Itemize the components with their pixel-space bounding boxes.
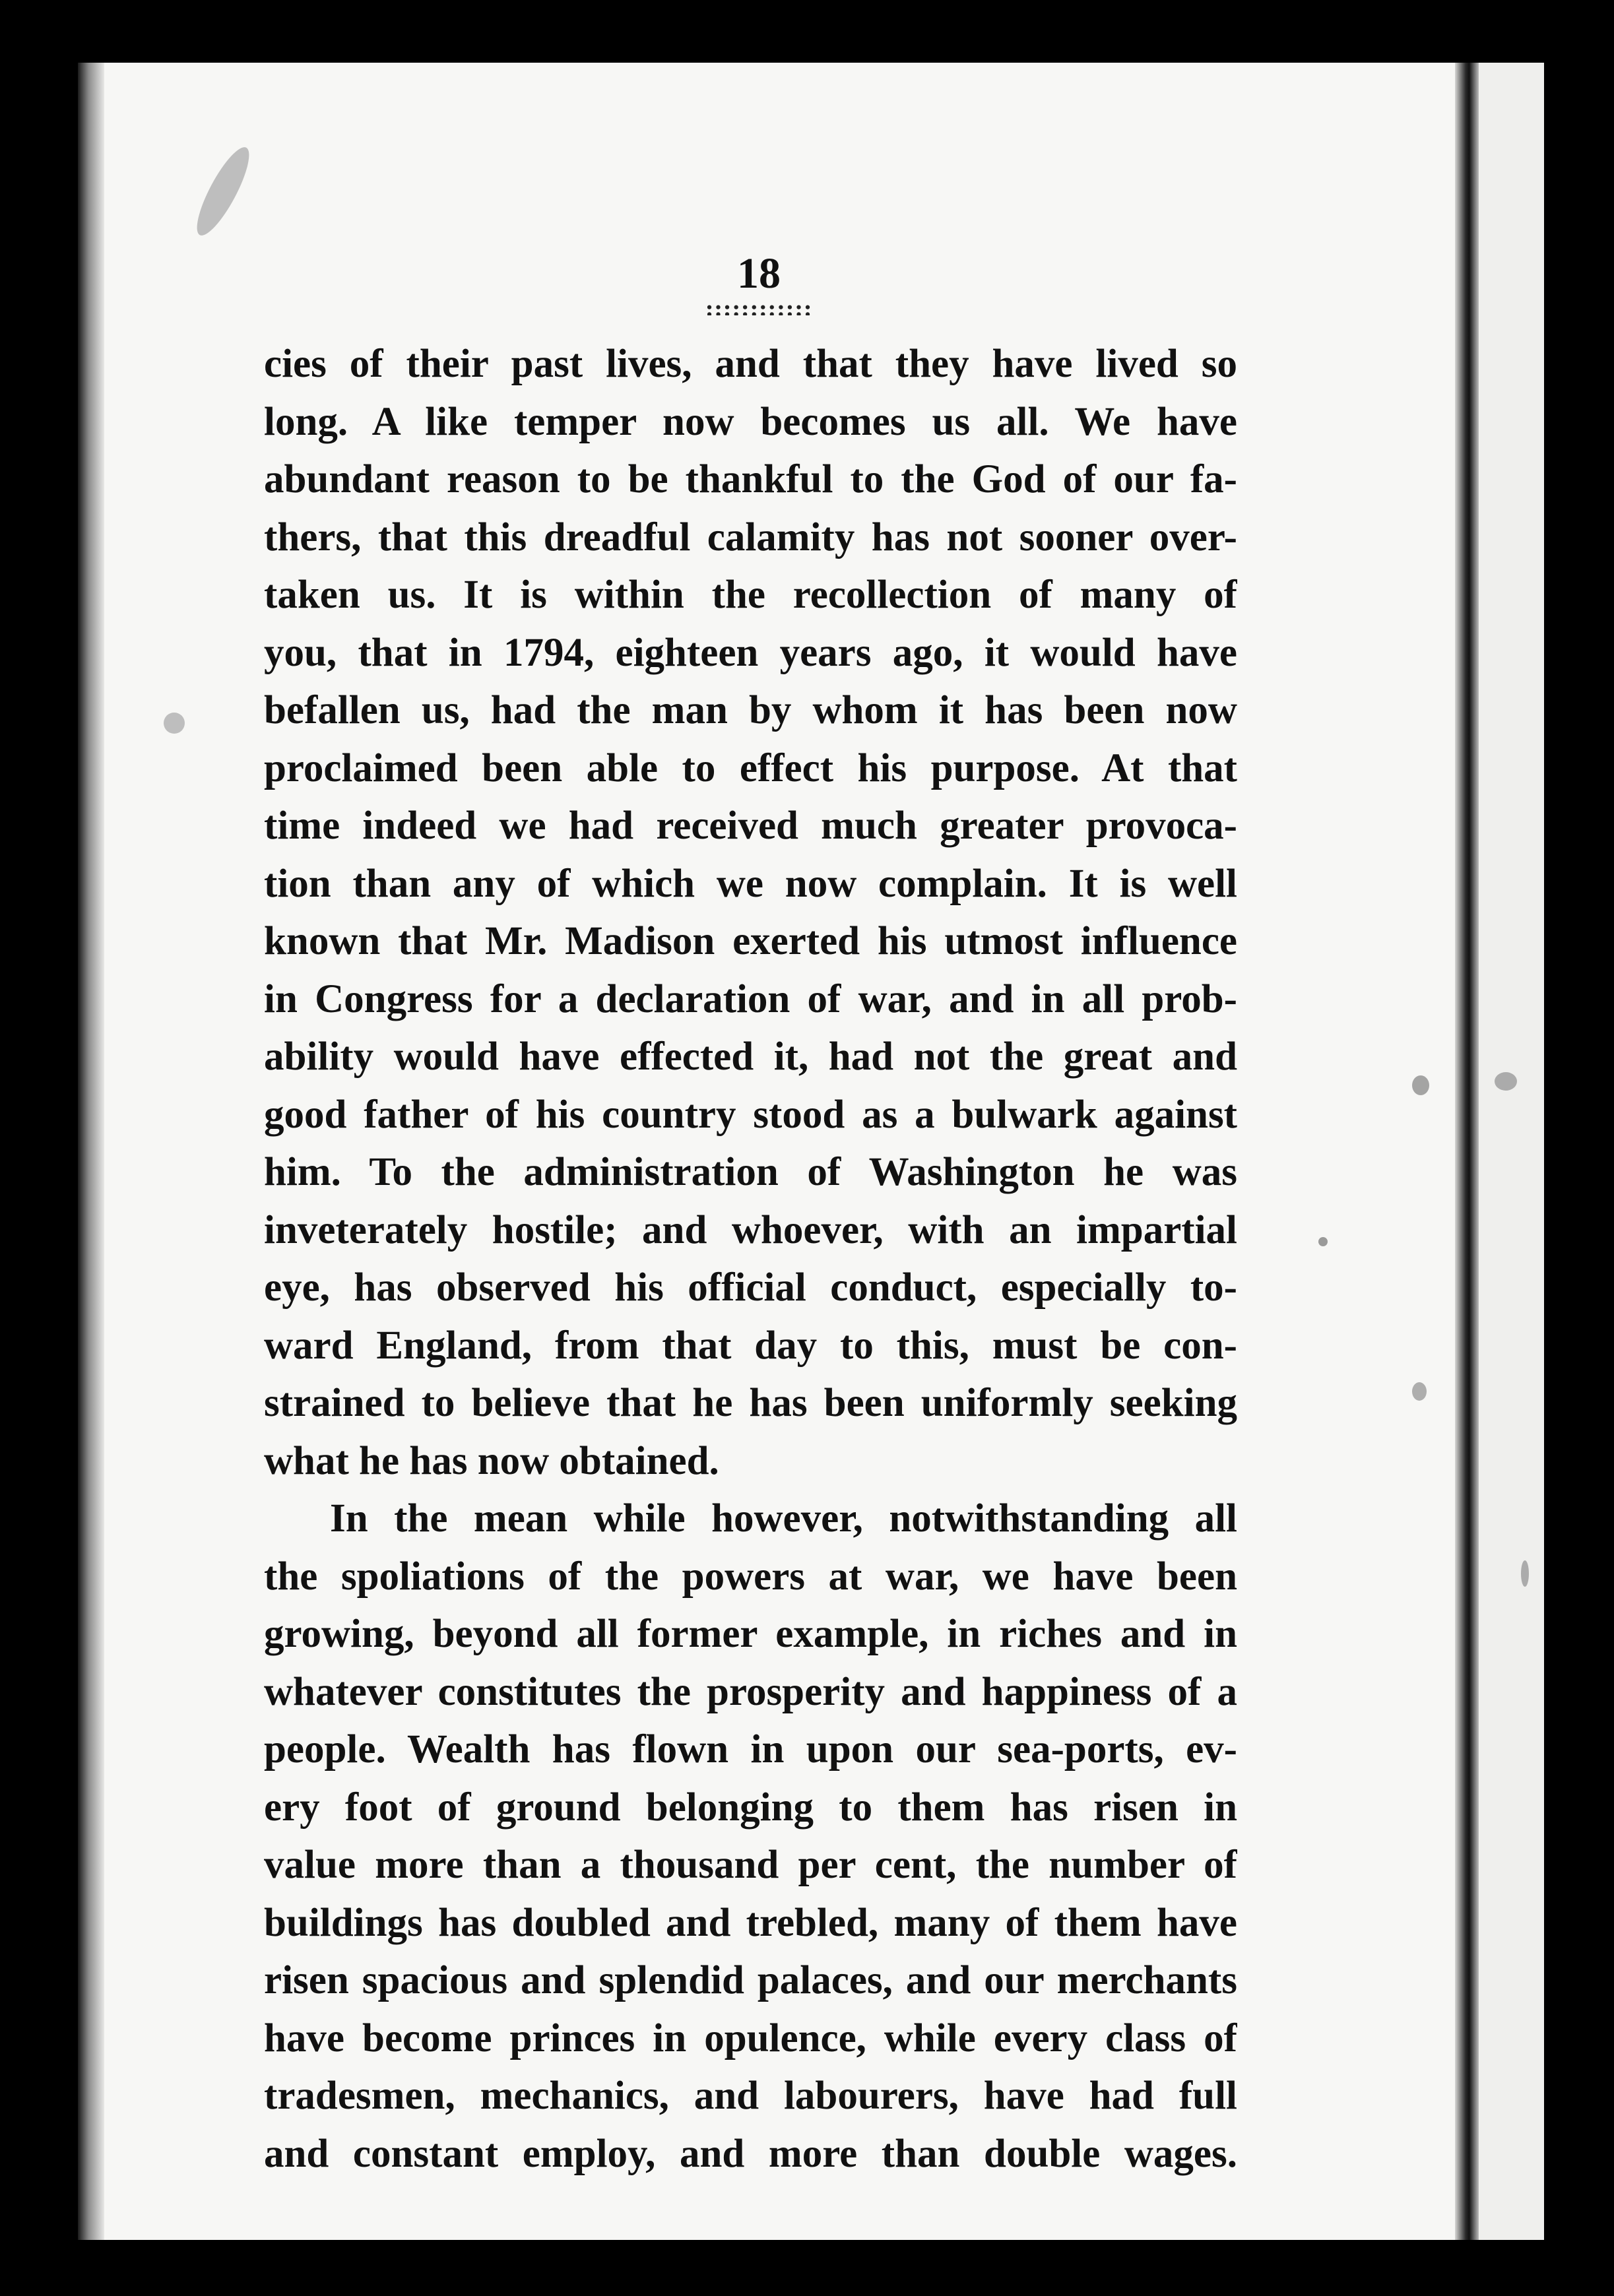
text-line: in Congress for a declaration of war, and in all prob- xyxy=(264,976,1237,1021)
paragraph-end-line: what he has now obtained. xyxy=(264,1438,719,1483)
header-ornament: :::::::::::: xyxy=(705,302,813,315)
text-line: value more than a thousand per cent, the number of xyxy=(264,1843,1237,1887)
text-line: have become princes in opulence, while every class of xyxy=(264,2016,1237,2060)
text-line: strained to believe that he has been uniformly seeking xyxy=(264,1381,1237,1425)
text-line: ery foot of ground belonging to them has risen in xyxy=(264,1785,1237,1830)
text-line: him. To the administration of Washington he was xyxy=(264,1150,1237,1194)
stain-mark xyxy=(164,713,185,734)
text-line: inveterately hostile; and whoever, with an impartial xyxy=(264,1207,1237,1252)
text-line: befallen us, had the man by whom it has been now xyxy=(264,688,1237,732)
text-line: eye, has observed his official conduct, especially to- xyxy=(264,1265,1237,1310)
text-line: people. Wealth has flown in upon our sea-ports, ev- xyxy=(264,1727,1237,1771)
scan-border xyxy=(1544,0,1614,2296)
body-text xyxy=(264,335,1237,2183)
text-line: whatever constitutes the prosperity and happiness of a xyxy=(264,1669,1237,1714)
text-line: risen spacious and splendid palaces, and our merchants xyxy=(264,1958,1237,2002)
page-left-edge xyxy=(78,63,104,2240)
text-line: buildings has doubled and trebled, many of them have xyxy=(264,1900,1237,1945)
page-gutter xyxy=(1455,63,1479,2240)
stain-mark xyxy=(1412,1382,1427,1401)
text-line: proclaimed been able to effect his purpose. At that xyxy=(264,746,1237,790)
text-line: cies of their past lives, and that they have lived so xyxy=(264,342,1237,386)
paragraph-start-line: In the mean while however, notwithstanding all xyxy=(330,1496,1237,1541)
text-line: tradesmen, mechanics, and labourers, have had full xyxy=(264,2074,1237,2118)
text-line: tion than any of which we now complain. It is well xyxy=(264,861,1237,906)
stain-mark xyxy=(1318,1237,1328,1246)
stain-mark xyxy=(1412,1075,1429,1095)
stain-mark xyxy=(1495,1072,1517,1091)
text-line: growing, beyond all former example, in riches and in xyxy=(264,1612,1237,1656)
text-line: time indeed we had received much greater provoca- xyxy=(264,804,1237,848)
text-line: taken us. It is within the recollection of many of xyxy=(264,573,1237,617)
text-line: long. A like temper now becomes us all. We have xyxy=(264,399,1237,444)
text-line: and constant employ, and more than double wages. xyxy=(264,2131,1237,2176)
text-line: abundant reason to be thankful to the God of our fa- xyxy=(264,457,1237,501)
page-number: 18 xyxy=(737,249,781,298)
stain-mark xyxy=(1521,1560,1529,1587)
text-line: ward England, from that day to this, must be con- xyxy=(264,1323,1237,1368)
text-line: known that Mr. Madison exerted his utmost influence xyxy=(264,919,1237,963)
text-line: you, that in 1794, eighteen years ago, it would have xyxy=(264,630,1237,675)
text-line: the spoliations of the powers at war, we have been xyxy=(264,1554,1237,1599)
text-line: good father of his country stood as a bulwark against xyxy=(264,1092,1237,1137)
text-line: thers, that this dreadful calamity has not sooner over- xyxy=(264,515,1237,559)
text-line: ability would have effected it, had not the great and xyxy=(264,1035,1237,1079)
